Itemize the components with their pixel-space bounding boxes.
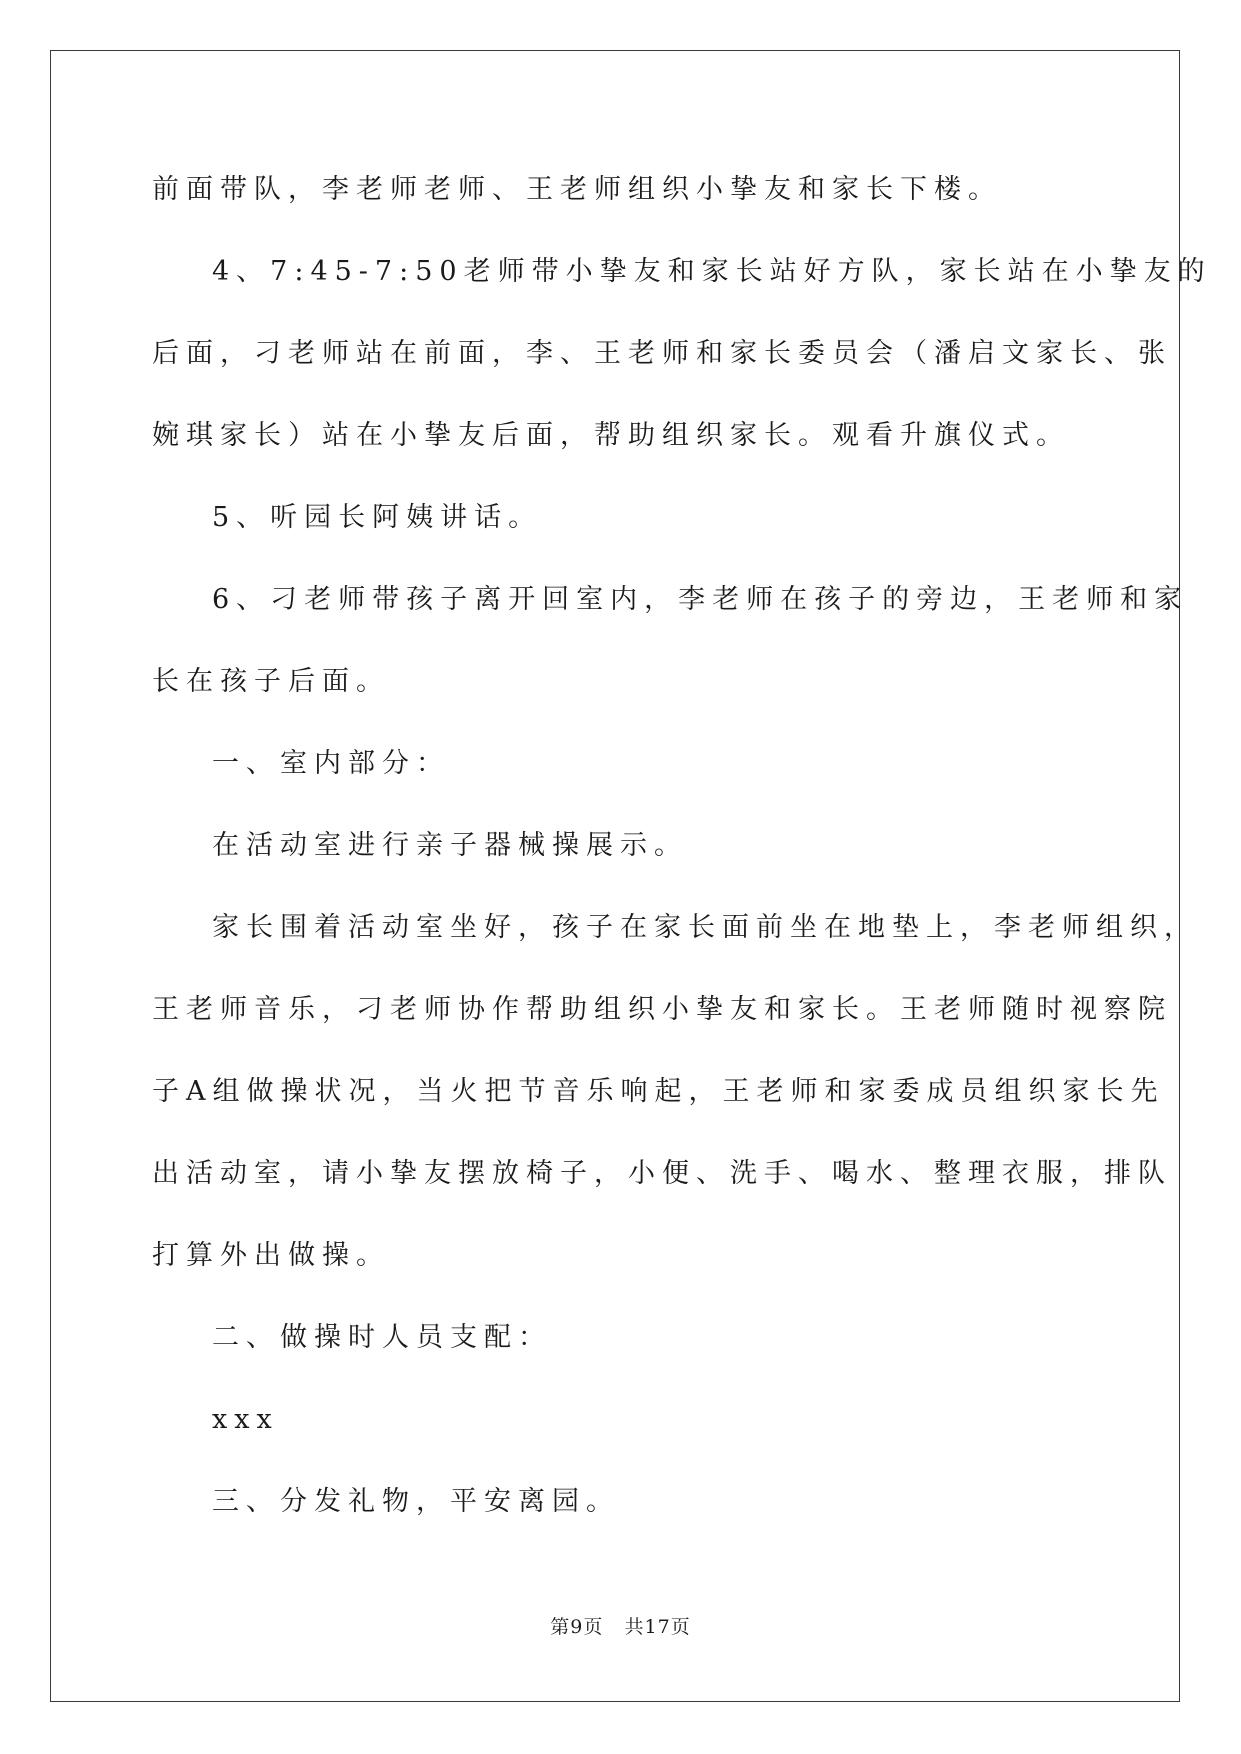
body-line-7: 长在孩子后面。 <box>152 666 390 697</box>
body-line-9: 在活动室进行亲子器械操展示。 <box>212 830 688 861</box>
section-heading-2: 二、做操时人员支配： <box>212 1322 552 1353</box>
body-line-3: 后面，刁老师站在前面，李、王老师和家长委员会（潘启文家长、张 <box>152 338 1172 369</box>
page-number: 第9页 <box>550 1616 604 1638</box>
body-line-6: 6、刁老师带孩子离开回室内，李老师在孩子的旁边，王老师和家 <box>212 584 1189 615</box>
body-line-1: 前面带队，李老师老师、王老师组织小挚友和家长下楼。 <box>152 174 1002 205</box>
body-line-4: 婉琪家长）站在小挚友后面，帮助组织家长。观看升旗仪式。 <box>152 420 1070 451</box>
body-line-11: 王老师音乐，刁老师协作帮助组织小挚友和家长。王老师随时视察院 <box>152 994 1172 1025</box>
page-total: 共17页 <box>624 1616 691 1638</box>
page-footer <box>0 1612 1241 1639</box>
body-line-12: 子A组做操状况，当火把节音乐响起，王老师和家委成员组织家长先 <box>152 1076 1165 1107</box>
page-border <box>50 50 1180 1702</box>
section-heading-1: 一、室内部分： <box>212 748 450 779</box>
body-line-13: 出活动室，请小挚友摆放椅子，小便、洗手、喝水、整理衣服，排队 <box>152 1158 1172 1189</box>
body-line-14: 打算外出做操。 <box>152 1240 390 1271</box>
body-line-5: 5、听园长阿姨讲话。 <box>212 502 543 533</box>
body-line-2: 4、7:45-7:50老师带小挚友和家长站好方队，家长站在小挚友的 <box>212 256 1212 287</box>
body-line-16: xxx <box>212 1404 279 1435</box>
section-heading-3: 三、分发礼物，平安离园。 <box>212 1486 620 1517</box>
body-line-10: 家长围着活动室坐好，孩子在家长面前坐在地垫上，李老师组织， <box>212 912 1198 943</box>
